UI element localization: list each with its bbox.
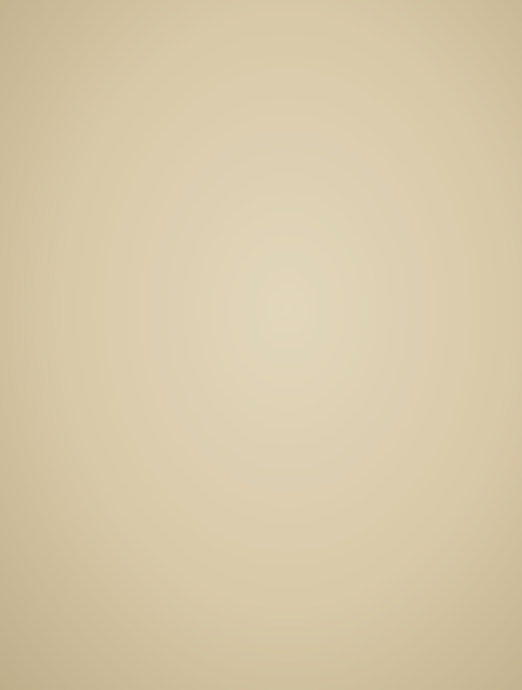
section-title [16, 64, 488, 76]
toc-chapters [16, 64, 488, 76]
table-of-contents [16, 48, 488, 76]
toc-front-matter [16, 48, 488, 60]
